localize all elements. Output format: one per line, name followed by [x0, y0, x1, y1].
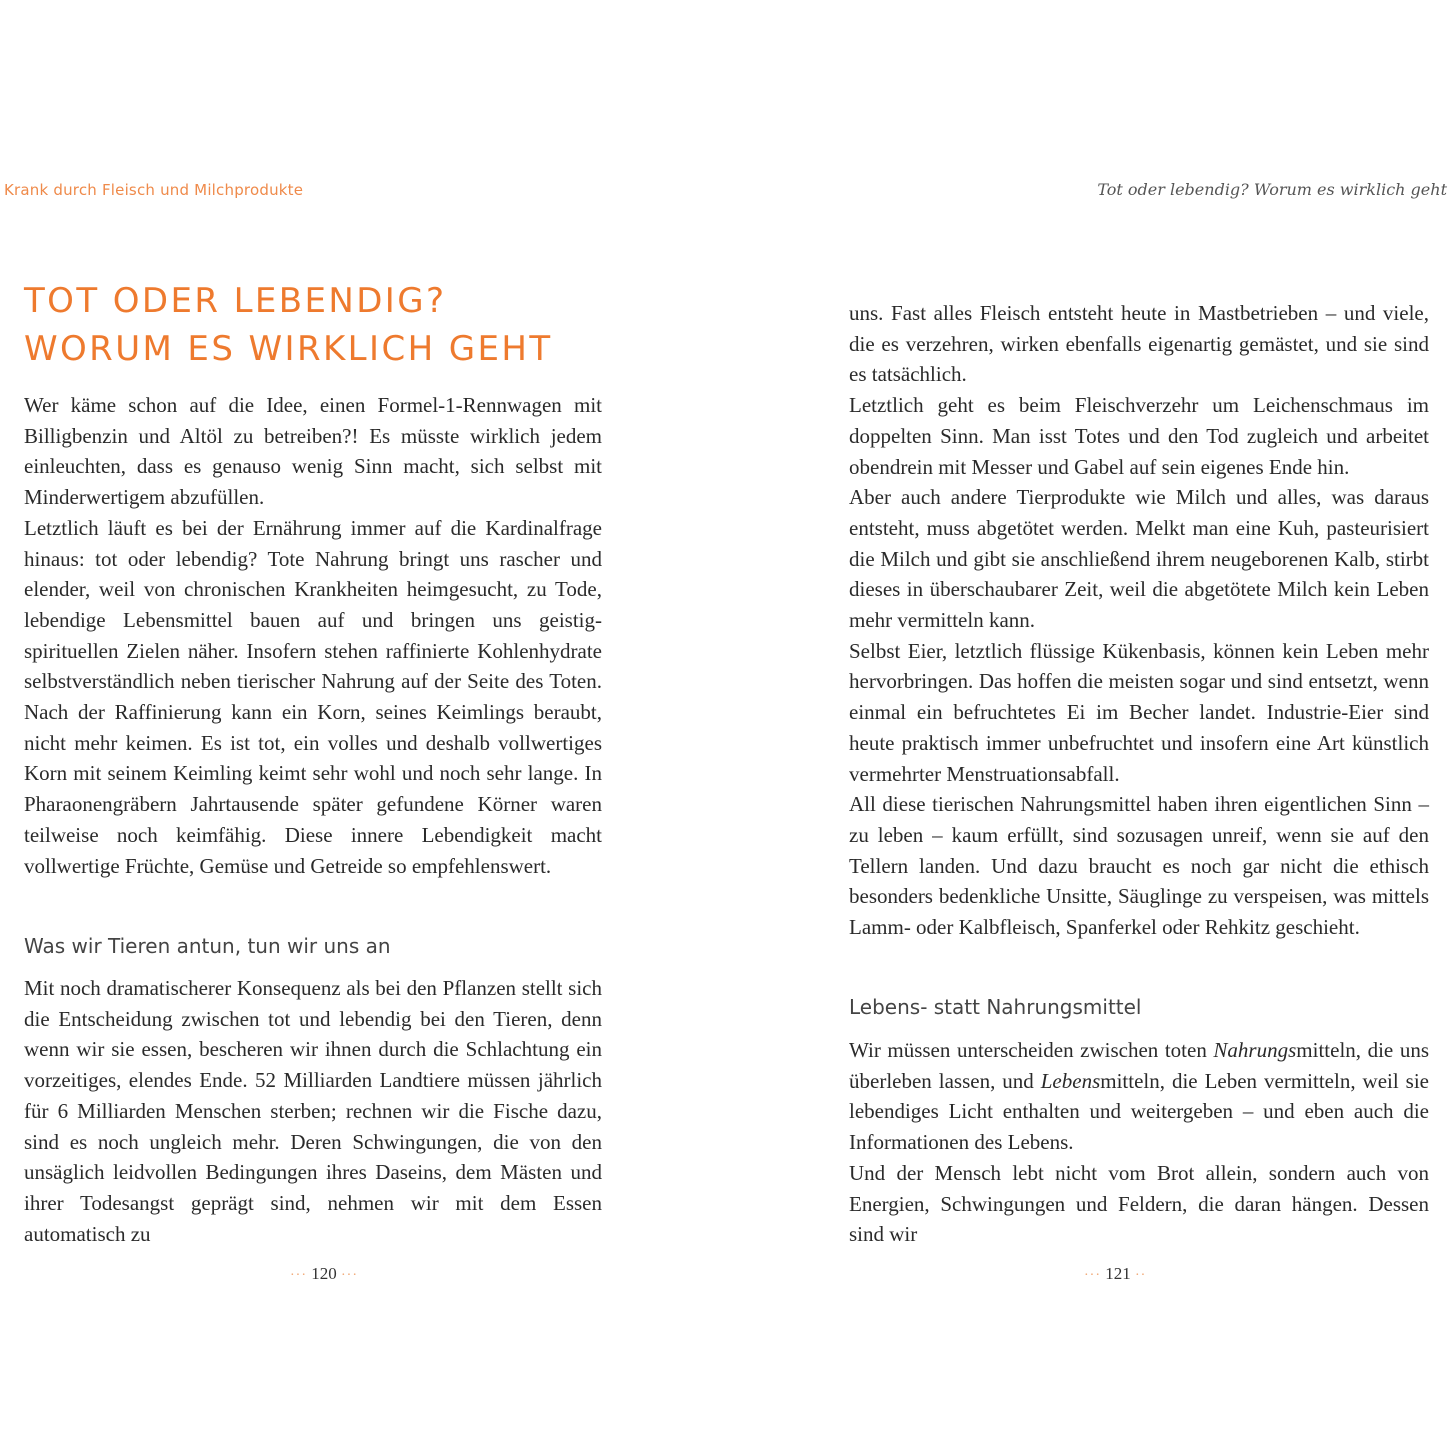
- chapter-title-line-1: TOT ODER LEBENDIG?: [24, 281, 447, 321]
- folio-ornament: ··: [1135, 1268, 1147, 1283]
- page-number-left: [290, 1264, 358, 1284]
- emphasis: Lebens: [1040, 1068, 1101, 1093]
- paragraph: All diese tierischen Nahrungsmittel haben ihren eigentlichen Sinn – zu leben – kaum erfüllt, sind sozusagen unreif, wenn sie auf den Tellern landen. Und dazu braucht es noch gar nicht die ethisch besonders bedenkliche Unsitte, Säuglinge zu verspeisen, was mittels Lamm- oder Kalbfleisch, Spanferkel oder Rehkitz geschieht.: [849, 792, 1429, 940]
- running-head-right: Tot oder lebendig? Worum es wirklich geht: [1097, 180, 1447, 199]
- right-section-text: [849, 1035, 1429, 1250]
- left-page: [0, 0, 726, 1453]
- text-run: mitteln, die Leben vermitteln, weil sie lebendiges Licht enthalten und weitergeben – und eben auch die Informationen des Lebens.: [849, 1068, 1429, 1155]
- paragraph: Und der Mensch lebt nicht vom Brot allein, sondern auch von Energien, Schwingungen und Feldern, die daran hängen. Dessen sind wir: [849, 1160, 1429, 1247]
- emphasis: Nahrungs: [1213, 1038, 1297, 1062]
- page-number: 121: [1105, 1264, 1131, 1283]
- folio-ornament: ···: [341, 1268, 358, 1283]
- paragraph: Letztlich läuft es bei der Ernährung immer auf die Kardinalfrage hinaus: tot oder lebendig? Tote Nahrung bringt uns rascher und elender, weil von chronischen Krankheiten heimgesucht, zu Tode, lebendige Lebensmittel bauen auf und bringen uns geistig-spirituellen Zielen näher. Insofern stehen raffinierte Kohlenhydrate selbstverständlich neben tierischer Nahrung auf der Seite des Toten. Nach der Raffinierung kann ein Korn, seines Keimlings beraubt, nicht mehr keimen. Es ist tot, ein volles und deshalb vollwertiges Korn mit seinem Keimling keimt sehr wohl und noch sehr lange. In Pharaonengräbern Jahrtausende später gefundene Körner waren teilweise noch keimfähig. Diese innere Lebendigkeit macht vollwertige Früchte, Gemüse und Getreide so empfehlenswert.: [24, 515, 602, 878]
- chapter-title-line-2: WORUM ES WIRKLICH GEHT: [24, 329, 553, 369]
- folio-ornament: ···: [1084, 1268, 1101, 1283]
- left-section-text: [24, 973, 602, 1249]
- page-number-right: [1084, 1264, 1146, 1284]
- page-number: 120: [311, 1264, 337, 1283]
- text-run: mitteln, die uns überleben lassen, und: [849, 1038, 1429, 1093]
- subheading-left: Was wir Tieren antun, tun wir uns an: [24, 934, 391, 958]
- paragraph: Letztlich geht es beim Fleischverzehr um Leichenschmaus im doppelten Sinn. Man isst Totes und den Tod zugleich und arbeitet obendrein mit Messer und Gabel auf sein eigenes Ende hin.: [849, 393, 1429, 479]
- right-body-text: [849, 298, 1429, 943]
- paragraph: Mit noch dramatischerer Konsequenz als bei den Pflanzen stellt sich die Entscheidung zwischen tot und lebendig bei den Tieren, denn wenn wir sie essen, bescheren wir ihnen durch die Schlachtung ein vorzeitiges, elendes Ende. 52 Milliarden Landtiere müssen jährlich für 6 Milliarden Menschen sterben; rechnen wir die Fische dazu, sind es noch ungleich mehr. Deren Schwingungen, die von den unsäglich leidvollen Bedingungen ihres Daseins, dem Mästen und ihrer Todesangst geprägt sind, nehmen wir mit dem Essen automatisch zu: [24, 976, 602, 1246]
- chapter-title: [24, 277, 553, 373]
- paragraph: Selbst Eier, letztlich flüssige Kükenbasis, können kein Leben mehr hervorbringen. Das hoffen die meisten sogar und sind entsetzt, wenn einmal ein befruchtetes Ei im Becher landet. Industrie-Eier sind heute praktisch immer unbefruchtet und insofern eine Art künstlich vermehrter Menstruationsabfall.: [849, 638, 1429, 786]
- folio-ornament: ···: [290, 1268, 307, 1283]
- paragraph: Aber auch andere Tierprodukte wie Milch und alles, was daraus entsteht, muss abgetötet werden. Melkt man eine Kuh, pasteurisiert die Milch und gibt sie anschließend ihrem neugeborenen Kalb, stirbt dieses in überschaubarer Zeit, weil die abgetötete Milch kein Leben mehr vermitteln kann.: [849, 485, 1429, 633]
- subheading-right: Lebens- statt Nahrungsmittel: [849, 995, 1142, 1019]
- paragraph: [849, 1035, 1429, 1158]
- text-run: Wir müssen unterscheiden zwischen toten: [849, 1038, 1214, 1062]
- paragraph: Wer käme schon auf die Idee, einen Formel-1-Rennwagen mit Billigbenzin und Altöl zu betreiben?! Es müsste wirklich jedem einleuchten, dass es genauso wenig Sinn macht, sich selbst mit Minderwertigem abzufüllen.: [24, 393, 602, 510]
- left-body-text: [24, 390, 602, 881]
- running-head-left: Krank durch Fleisch und Milchprodukte: [4, 181, 304, 199]
- paragraph: uns. Fast alles Fleisch entsteht heute in Mastbetrieben – und viele, die es verzehren, wirken ebenfalls eigenartig gemästet, und sie sind es tatsächlich.: [849, 301, 1429, 387]
